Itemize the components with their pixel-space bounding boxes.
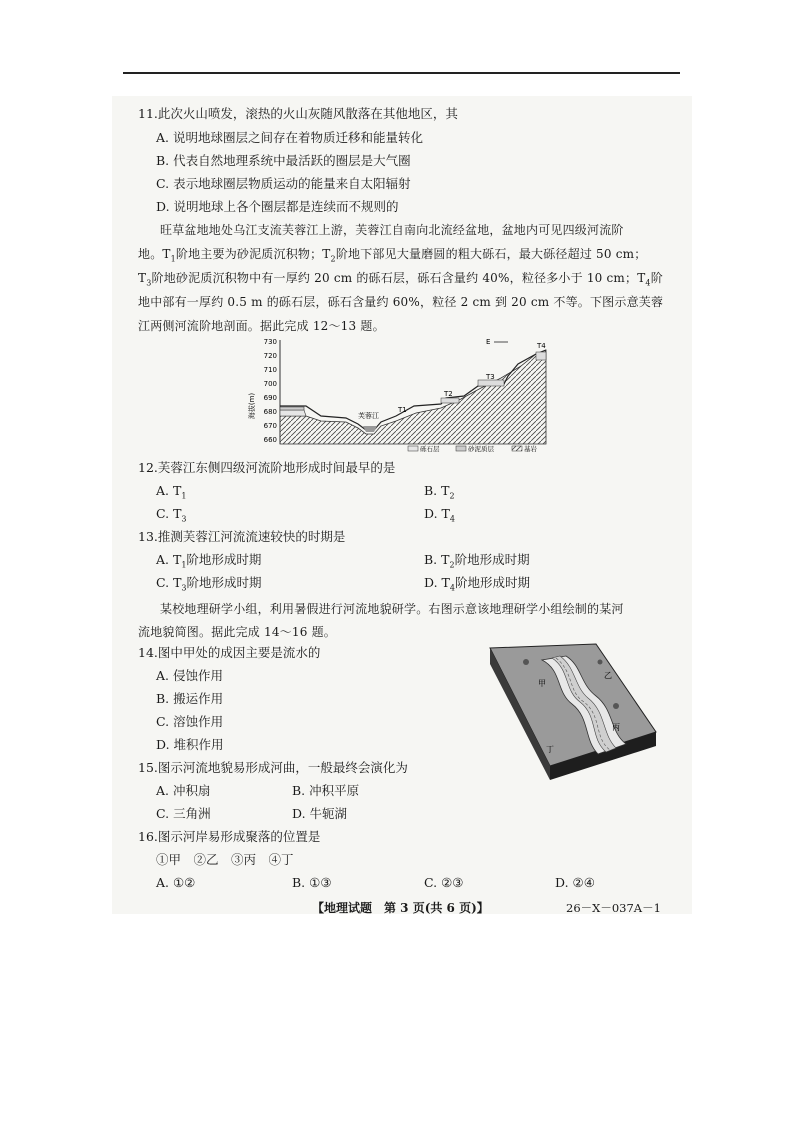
q14-option-b: B. 搬运作用 [156,691,224,706]
page-footer-title: 【地理试题 第 3 页(共 6 页)】 [312,901,489,915]
ytick: 670 [263,422,277,430]
east-label: E [486,338,491,346]
top-rule [123,72,680,74]
terrace-label-t1: T1 [398,406,407,414]
label-yi: 乙 [604,671,612,680]
q11-stem: 11.此次火山喷发，滚热的火山灰随风散落在其他地区，其 [138,106,458,121]
ytick: 710 [263,366,277,374]
river-landform-diagram [486,640,658,786]
label-jia: 甲 [538,679,546,688]
q11-option-a: A. 说明地球圈层之间存在着物质迁移和能量转化 [156,130,423,145]
paper-code: 26－X－037A－1 [566,901,661,915]
passage1-line5: 江两侧河流阶地剖面。据此完成 12～13 题。 [138,319,385,333]
terrace-label-t3: T3 [486,373,495,381]
terrace-profile-figure [246,336,556,454]
q12-stem: 12.芙蓉江东侧四级河流阶地形成时间最早的是 [138,460,396,475]
passage1-line3: $T_3$阶地砂泥质沉积物中有一厚约 20 cm 的砾石层，砾石含量约 40%，粒径多小于 10 cm；$T_4$阶 [138,271,663,288]
sand-mud-layer [280,407,304,410]
q16-option-c: C. ②③ [424,875,464,890]
q12-option-a: A. $T_1$ [156,483,187,501]
q16-option-a: A. ①② [156,875,196,890]
legend-sand-mud: 砂泥质层 [468,445,494,453]
q13-option-c: C. $T_3$阶地形成时期 [156,575,262,593]
q14-option-c: C. 溶蚀作用 [156,714,224,729]
q14-option-a: A. 侵蚀作用 [156,668,223,683]
q12-option-d: D. $T_4$ [424,506,455,524]
q15-stem: 15.图示河流地貌易形成河曲，一般最终会演化为 [138,760,408,775]
river-label: 芙蓉江 [358,412,379,420]
terrace-label-t4: T4 [537,342,546,350]
ytick: 690 [263,394,277,402]
q11-option-c: C. 表示地球圈层物质运动的能量来自太阳辐射 [156,176,411,191]
q16-option-d: D. ②④ [555,875,595,890]
terrace-label-t2: T2 [444,390,453,398]
passage2-line1: 某校地理研学小组，利用暑假进行河流地貌研学。右图示意该地理研学小组绘制的某河 [160,602,624,616]
q13-option-b: B. $T_2$阶地形成时期 [424,552,530,570]
ytick: 680 [263,408,277,416]
profile-ylabel: 海拔(m) [248,392,256,420]
ytick: 730 [263,338,277,346]
q13-stem: 13.推测芙蓉江河流流速较快的时期是 [138,529,346,544]
q16-option-b: B. ①③ [292,875,332,890]
ytick: 720 [263,352,277,360]
ytick: 700 [263,380,277,388]
q12-option-b: B. $T_2$ [424,483,455,501]
q11-option-d: D. 说明地球上各个圈层都是连续而不规则的 [156,199,399,214]
q15-option-b: B. 冲积平原 [292,783,360,798]
q15-option-d: D. 牛轭湖 [292,806,348,821]
ytick: 660 [263,436,277,444]
passage1-line2: 地。$T_1$阶地主要为砂泥质沉积物；$T_2$阶地下部见大量磨圆的粗大砾石，最大砾径超过 50 cm； [138,247,647,264]
q13-option-d: D. $T_4$阶地形成时期 [424,575,530,593]
river-water [363,426,377,432]
bedrock [280,350,546,444]
label-bing: 丙 [612,723,620,732]
q14-option-d: D. 堆积作用 [156,737,224,752]
passage1-line4: 地中部有一厚约 0.5 m 的砾石层，砾石含量约 60%，粒径 2 cm 到 20 cm 不等。下图示意芙蓉 [138,295,664,309]
legend-bedrock: 基岩 [524,445,537,453]
label-ding: 丁 [546,745,554,754]
terrace-t4-deposit [536,352,546,360]
q15-option-a: A. 冲积扇 [156,783,211,798]
q14-stem: 14.图中甲处的成因主要是流水的 [138,645,321,660]
q15-option-c: C. 三角洲 [156,806,211,821]
q13-option-a: A. $T_1$阶地形成时期 [156,552,262,570]
legend-gravel: 砾石层 [420,445,440,453]
terrace-t2-deposit [441,398,459,403]
gravel-layer [280,410,306,416]
q16-stem: 16.图示河岸易形成聚落的位置是 [138,829,321,844]
passage1-line1: 旺草盆地地处乌江支流芙蓉江上游，芙蓉江自南向北流经盆地，盆地内可见四级河流阶 [160,223,624,237]
q16-items: ①甲 ②乙 ③丙 ④丁 [156,852,294,867]
passage2-line2: 流地貌简图。据此完成 14～16 题。 [138,625,336,639]
q11-option-b: B. 代表自然地理系统中最活跃的圈层是大气圈 [156,153,411,168]
q12-option-c: C. $T_3$ [156,506,187,524]
